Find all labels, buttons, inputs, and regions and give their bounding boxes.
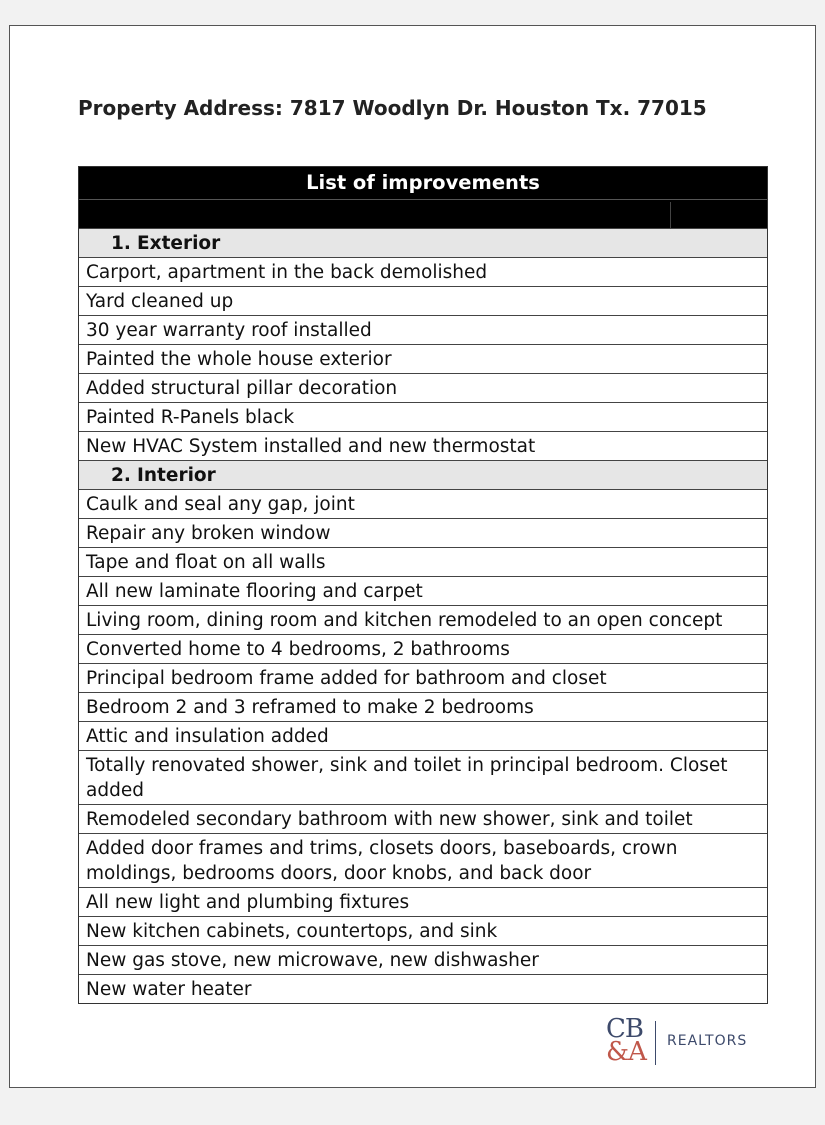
- table-header-blank-row: [79, 200, 767, 228]
- table-row: All new laminate flooring and carpet: [79, 576, 767, 605]
- logo-mark: [606, 1014, 650, 1067]
- table-body: [79, 228, 767, 1003]
- table-row: Tape and float on all walls: [79, 547, 767, 576]
- table-row: Added structural pillar decoration: [79, 373, 767, 402]
- table-row: Painted the whole house exterior: [79, 344, 767, 373]
- table-row: Yard cleaned up: [79, 286, 767, 315]
- table-row: Carport, apartment in the back demolished: [79, 257, 767, 286]
- table-row: All new light and plumbing fixtures: [79, 887, 767, 916]
- section-header: [79, 228, 767, 257]
- header-column-divider: [670, 202, 671, 228]
- table-row: Principal bedroom frame added for bathroom and closet: [79, 663, 767, 692]
- document-page: [9, 25, 816, 1088]
- section-title: Exterior: [137, 233, 221, 254]
- table-title: List of improvements: [79, 167, 767, 200]
- section-number: 1.: [111, 233, 131, 254]
- table-row: Bedroom 2 and 3 reframed to make 2 bedrooms: [79, 692, 767, 721]
- section-title: Interior: [137, 465, 216, 486]
- table-row: Added door frames and trims, closets doors, baseboards, crown moldings, bedrooms doors, door knobs, and back door: [79, 833, 767, 887]
- cba-realtors-logo: [606, 1014, 766, 1068]
- property-address: Property Address: 7817 Woodlyn Dr. Houston Tx. 77015: [78, 96, 707, 120]
- table-row: New kitchen cabinets, countertops, and sink: [79, 916, 767, 945]
- section-number: 2.: [111, 465, 131, 486]
- logo-word: REALTORS: [667, 1033, 748, 1049]
- table-row: Converted home to 4 bedrooms, 2 bathrooms: [79, 634, 767, 663]
- table-row: 30 year warranty roof installed: [79, 315, 767, 344]
- table-row: Repair any broken window: [79, 518, 767, 547]
- table-row: Totally renovated shower, sink and toilet in principal bedroom. Closet added: [79, 750, 767, 804]
- table-row: Painted R-Panels black: [79, 402, 767, 431]
- improvements-table: [78, 166, 768, 1004]
- logo-mark-top: CB: [606, 1014, 643, 1044]
- logo-mark-bottom: &A: [606, 1037, 646, 1067]
- table-row: New water heater: [79, 974, 767, 1003]
- table-row: Living room, dining room and kitchen remodeled to an open concept: [79, 605, 767, 634]
- logo-divider: [655, 1021, 656, 1065]
- table-row: New gas stove, new microwave, new dishwasher: [79, 945, 767, 974]
- table-row: Attic and insulation added: [79, 721, 767, 750]
- section-header: [79, 460, 767, 489]
- table-row: Caulk and seal any gap, joint: [79, 489, 767, 518]
- table-row: Remodeled secondary bathroom with new shower, sink and toilet: [79, 804, 767, 833]
- table-row: New HVAC System installed and new thermostat: [79, 431, 767, 460]
